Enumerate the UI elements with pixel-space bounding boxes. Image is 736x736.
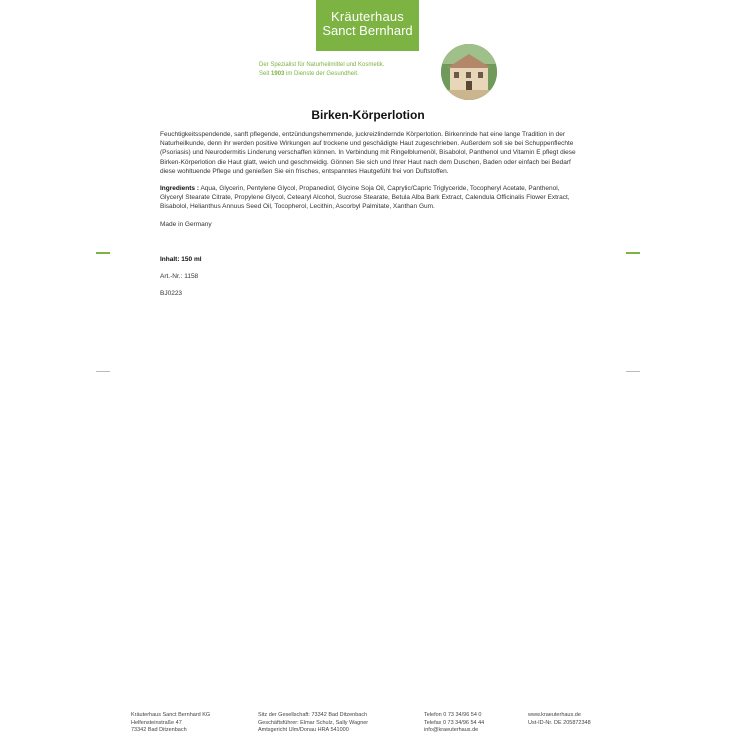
punch-mark-right <box>626 371 640 372</box>
fold-mark-right <box>626 252 640 254</box>
footer-line: Ust-ID-Nr. DE 205872348 <box>528 719 591 726</box>
punch-mark-left <box>96 371 110 372</box>
ingredients-label: Ingredients : <box>160 185 200 193</box>
footer-contact <box>424 712 524 735</box>
brand-logo <box>316 0 419 51</box>
footer-line: Telefon 0 73 34/96 54 0 <box>424 712 482 718</box>
product-description: Feuchtigkeitsspendende, sanft pflegende, entzündungshemmende, juckreizlindernde Körperlotion. Birkenrinde hat eine lange Tradition in der Naturheilkunde, denn ihr werden positive Wirkungen auf trockene und geschädigte Haut zugeschrieben. Außerdem soll sie bei Schuppenflechte (Psoriasis) und Neurodermitis Linderung verschaffen können. In Verbindung mit Ringelblumenöl, Bisabolol, Panthenol und Vitamin E pflegt diese Birken-Körperlotion die Haut glatt, weich und geschmeidig. Gönnen Sie sich und Ihrer Haut nach dem Duschen, Baden oder einfach bei Bedarf diese wohltuende Pflege und genießen Sie ein frisches, entspanntes Hautgefühl frei von Duftstoffen. <box>160 131 576 175</box>
footer-line: Telefax 0 73 34/96 54 44 <box>424 719 485 726</box>
article-number: Art.-Nr.: 1158 <box>160 273 199 281</box>
footer-company <box>131 712 251 735</box>
tagline-line2 <box>259 70 449 79</box>
tagline-line1: Der Spezialist für Naturheilmittel und Kosmetik. <box>259 62 385 68</box>
building-photo <box>441 44 497 100</box>
tagline-year: 1903 <box>271 71 285 77</box>
footer-line: info@kraeuterhaus.de <box>424 727 479 733</box>
brand-name-line2: Sanct Bernhard <box>322 23 413 38</box>
footer-line: Geschäftsführer: Elmar Schulz, Sally Wagner <box>258 719 369 726</box>
footer-line: Kräuterhaus Sanct Bernhard KG <box>131 712 211 718</box>
ingredients-text: Aqua, Glycerin, Pentylene Glycol, Propanediol, Glycine Soja Oil, Caprylic/Capric Triglyceride, Tocopheryl Acetate, Panthenol, Glyceryl Stearate Citrate, Propylene Glycol, Cetearyl Alcohol, Sucrose Stearate, Betula Alba Bark Extract, Calendula Officinalis Flower Extract, Bisabolol, Helianthus Annuus Seed Oil, Tocopherol, Lecithin, Ascorbyl Palmitate, Xanthan Gum. <box>160 185 570 211</box>
batch-code: BJ0223 <box>160 290 183 298</box>
footer-line: Helfensteinstraße 47 <box>131 719 182 726</box>
ingredients-paragraph <box>160 184 582 212</box>
footer-registration <box>258 712 408 735</box>
brand-tagline <box>259 61 449 79</box>
brand-name-line1: Kräuterhaus <box>330 9 405 24</box>
origin-text: Made in Germany <box>160 220 212 228</box>
document-title: Birken-Körperlotion <box>311 108 425 122</box>
tagline-prefix: Seit <box>259 71 270 77</box>
content-volume: Inhalt: 150 ml <box>160 255 202 263</box>
fold-mark-left <box>96 252 110 254</box>
tagline-suffix: im Dienste der Gesundheit. <box>286 71 359 77</box>
spacer <box>160 237 582 255</box>
footer-line: Amtsgericht Ulm/Donau HRA 541000 <box>258 727 349 733</box>
document-body <box>160 130 582 306</box>
footer-line: www.kraeuterhaus.de <box>528 712 581 718</box>
footer-line: Sitz der Gesellschaft: 73342 Bad Ditzenbach <box>258 712 368 718</box>
footer-web <box>528 712 628 727</box>
footer-line: 73342 Bad Ditzenbach <box>131 727 187 733</box>
